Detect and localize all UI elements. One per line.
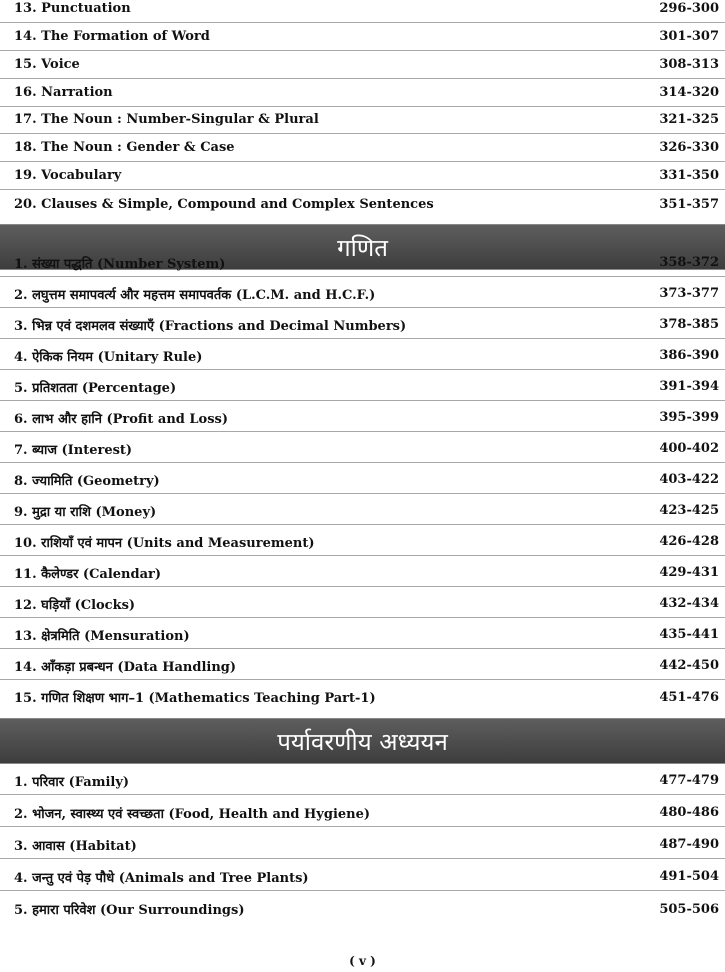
toc-title: 16. Narration: [14, 85, 113, 100]
toc-title: 19. Vocabulary: [14, 168, 122, 183]
toc-row: [0, 162, 725, 190]
toc-row: [0, 683, 725, 711]
toc-row: [0, 831, 725, 859]
toc-title: 4. जन्तु एवं पेड़ पौधे (Animals and Tree Plants): [14, 870, 309, 886]
toc-pages: 400-402: [659, 441, 719, 456]
toc-pages: 429-431: [659, 565, 719, 580]
toc-row: [0, 280, 725, 308]
section-heading-math: गणित: [0, 224, 725, 270]
toc-pages: 351-357: [659, 196, 719, 212]
toc-pages: 477-479: [659, 773, 719, 788]
toc-row: [0, 652, 725, 680]
toc-row: [0, 134, 725, 162]
toc-pages: 491-504: [659, 869, 719, 884]
toc-row: [0, 106, 725, 134]
toc-pages: 487-490: [659, 837, 719, 852]
toc-title: 7. ब्याज (Interest): [14, 442, 133, 458]
toc-row: [0, 342, 725, 370]
toc-title: 8. ज्यामिति (Geometry): [14, 473, 160, 489]
toc-pages: 505-506: [659, 901, 719, 917]
toc-title: 14. The Formation of Word: [14, 29, 210, 44]
toc-row: [0, 311, 725, 339]
toc-row: [0, 249, 725, 277]
toc-title: 17. The Noun : Number-Singular & Plural: [14, 112, 319, 127]
toc-row: [0, 528, 725, 556]
toc-title: 1. परिवार (Family): [14, 774, 130, 790]
toc-title: 4. ऐकिक नियम (Unitary Rule): [14, 349, 203, 365]
toc-pages: 426-428: [659, 534, 719, 549]
toc-row: [0, 466, 725, 494]
toc-pages: 451-476: [659, 689, 719, 705]
toc-title: 15. Voice: [14, 57, 80, 72]
toc-pages: 301-307: [659, 29, 719, 44]
toc-row: [0, 497, 725, 525]
toc-title: 5. हमारा परिवेश (Our Surroundings): [14, 903, 245, 918]
toc-row: [0, 51, 725, 79]
toc-title: 11. कैलेण्डर (Calendar): [14, 566, 162, 582]
toc-pages: 391-394: [659, 379, 719, 394]
toc-pages: 432-434: [659, 596, 719, 611]
toc-pages: 378-385: [659, 317, 719, 332]
toc-row: [0, 404, 725, 432]
toc-pages: 373-377: [659, 286, 719, 301]
toc-pages: 321-325: [659, 112, 719, 127]
toc-pages: 403-422: [659, 472, 719, 487]
toc-row: [0, 559, 725, 587]
toc-pages: 296-300: [659, 1, 719, 16]
toc-title: 13. क्षेत्रमिति (Mensuration): [14, 628, 190, 644]
page-number: ( v ): [349, 954, 376, 968]
toc-title: 13. Punctuation: [14, 1, 131, 16]
toc-pages: 326-330: [659, 140, 719, 155]
toc-row: [0, 590, 725, 618]
toc-pages: 435-441: [659, 627, 719, 642]
toc-title: 20. Clauses & Simple, Compound and Complex Sentences: [14, 196, 434, 212]
toc-row: [0, 863, 725, 891]
section-heading-evs: पर्यावरणीय अध्ययन: [0, 718, 725, 764]
toc-row: [0, 190, 725, 218]
toc-row: [0, 799, 725, 827]
toc-pages: 314-320: [659, 85, 719, 100]
toc-pages: 423-425: [659, 503, 719, 518]
toc-title: 3. आवास (Habitat): [14, 838, 137, 854]
toc-row: [0, 79, 725, 107]
toc-pages: 358-372: [659, 255, 719, 270]
toc-pages: 308-313: [659, 57, 719, 72]
toc-pages: 395-399: [659, 410, 719, 425]
toc-title: 10. राशियाँ एवं मापन (Units and Measurement): [14, 535, 315, 551]
toc-title: 2. लघुत्तम समापवर्त्य और महत्तम समापवर्तक (L.C.M. and H.C.F.): [14, 287, 376, 303]
toc-row: [0, 0, 725, 23]
toc-row: [0, 621, 725, 649]
toc-title: 12. घड़ियाँ (Clocks): [14, 597, 136, 613]
toc-pages: 386-390: [659, 348, 719, 363]
toc-row: [0, 767, 725, 795]
toc-pages: 331-350: [659, 168, 719, 183]
toc-title: 1. संख्या पद्धति (Number System): [14, 256, 226, 272]
toc-pages: 442-450: [659, 658, 719, 673]
toc-title: 5. प्रतिशतता (Percentage): [14, 380, 177, 396]
toc-title: 14. आँकड़ा प्रबन्धन (Data Handling): [14, 659, 237, 675]
toc-row: [0, 373, 725, 401]
toc-title: 2. भोजन, स्वास्थ्य एवं स्वच्छता (Food, Health and Hygiene): [14, 806, 371, 822]
toc-title: 9. मुद्रा या राशि (Money): [14, 504, 157, 520]
toc-pages: 480-486: [659, 805, 719, 820]
toc-row: [0, 895, 725, 923]
toc-row: [0, 23, 725, 51]
toc-title: 15. गणित शिक्षण भाग–1 (Mathematics Teaching Part-1): [14, 691, 376, 706]
toc-title: 3. भिन्न एवं दशमलव संख्याएँ (Fractions and Decimal Numbers): [14, 318, 407, 334]
toc-row: [0, 435, 725, 463]
toc-title: 6. लाभ और हानि (Profit and Loss): [14, 411, 228, 427]
toc-title: 18. The Noun : Gender & Case: [14, 140, 235, 155]
